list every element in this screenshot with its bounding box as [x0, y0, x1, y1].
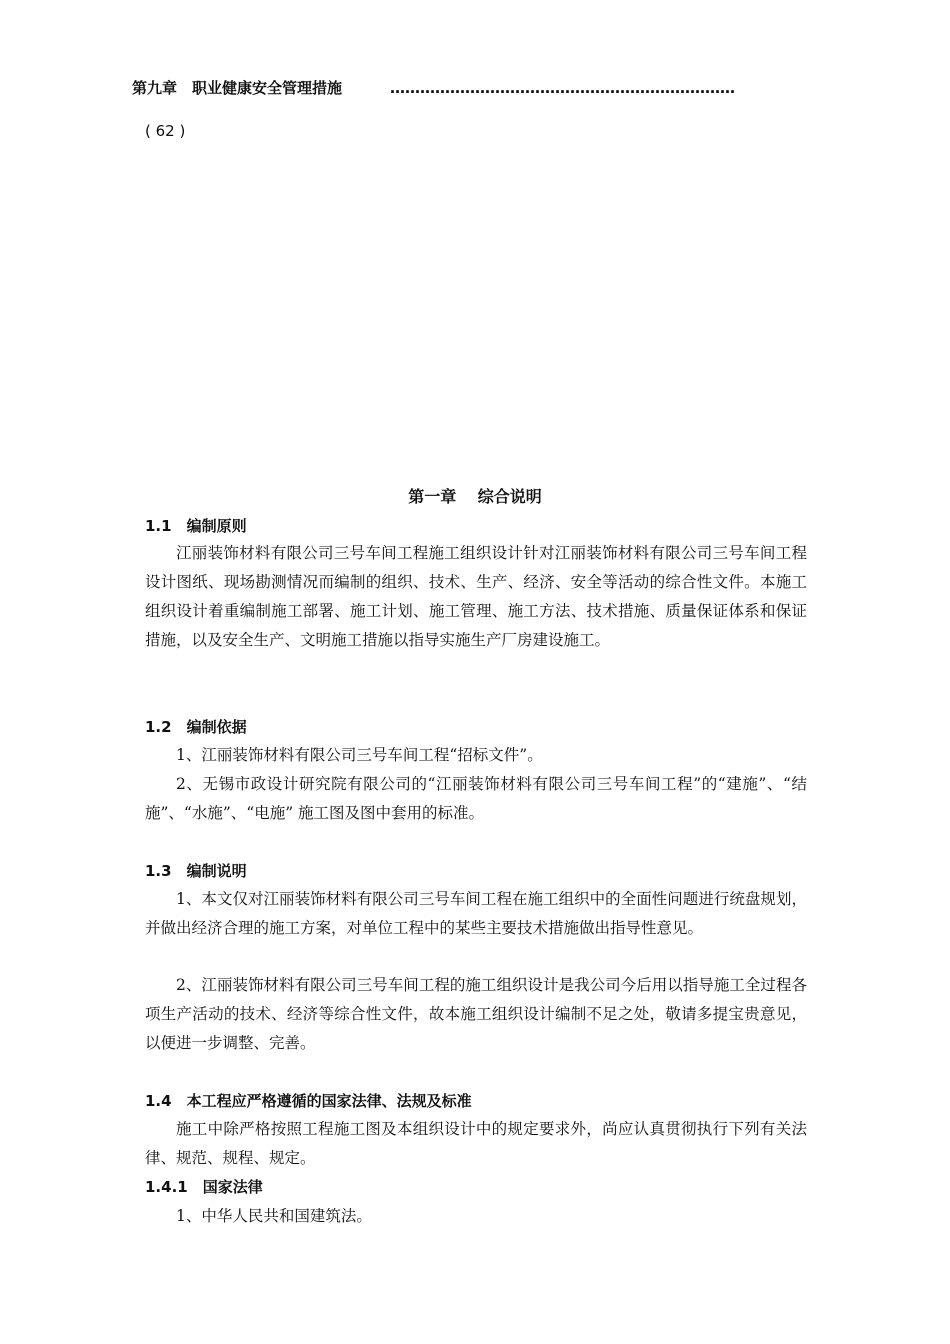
- section-heading-1-3: 1.3 编制说明: [145, 862, 247, 880]
- section-1-3-item-2: 2、江丽装饰材料有限公司三号车间工程的施工组织设计是我公司今后用以指导施工全过程各项生产活动的技术、经济等综合性文件，故本施工组织设计编制不足之处，敬请多提宝贵意见，以便进一步调整、完善。: [145, 976, 807, 1052]
- section-heading-1-4-1: 1.4.1 国家法律: [145, 1178, 263, 1196]
- section-1-4-paragraph: 施工中除严格按照工程施工图及本组织设计中的规定要求外，尚应认真贯彻执行下列有关法律、规范、规程、规定。: [145, 1120, 807, 1167]
- toc-entry-page-number: ( 62 ): [145, 122, 186, 140]
- toc-entry: [132, 76, 812, 100]
- toc-entry-leader-dots: ……………………………………………………………: [390, 79, 735, 97]
- section-1-1-paragraph: 江丽装饰材料有限公司三号车间工程施工组织设计针对江丽装饰材料有限公司三号车间工程设计图纸、现场勘测情况而编制的组织、技术、生产、经济、安全等活动的综合性文件。本施工组织设计着重编制施工部署、施工计划、施工管理、施工方法、技术措施、质量保证体系和保证措施，以及安全生产、文明施工措施以指导实施生产厂房建设施工。: [145, 544, 807, 649]
- chapter-title: 第一章 综合说明: [408, 487, 542, 506]
- section-heading-1-2: 1.2 编制依据: [145, 718, 247, 736]
- section-1-2-item-1: 1、江丽装饰材料有限公司三号车间工程“招标文件”。: [176, 746, 543, 764]
- section-heading-1-4: 1.4 本工程应严格遵循的国家法律、法规及标准: [145, 1092, 472, 1110]
- section-1-4-1-item-1: 1、中华人民共和国建筑法。: [176, 1207, 372, 1225]
- section-1-2-item-2: 2、无锡市政设计研究院有限公司的“江丽装饰材料有限公司三号车间工程”的“建施”、“结施”、“水施”、“电施” 施工图及图中套用的标准。: [145, 775, 807, 822]
- toc-entry-title: 第九章 职业健康安全管理措施: [132, 79, 343, 97]
- section-heading-1-1: 1.1 编制原则: [145, 517, 247, 535]
- section-1-3-item-1: 1、本文仅对江丽装饰材料有限公司三号车间工程在施工组织中的全面性问题进行统盘规划，并做出经济合理的施工方案，对单位工程中的某些主要技术措施做出指导性意见。: [145, 890, 807, 937]
